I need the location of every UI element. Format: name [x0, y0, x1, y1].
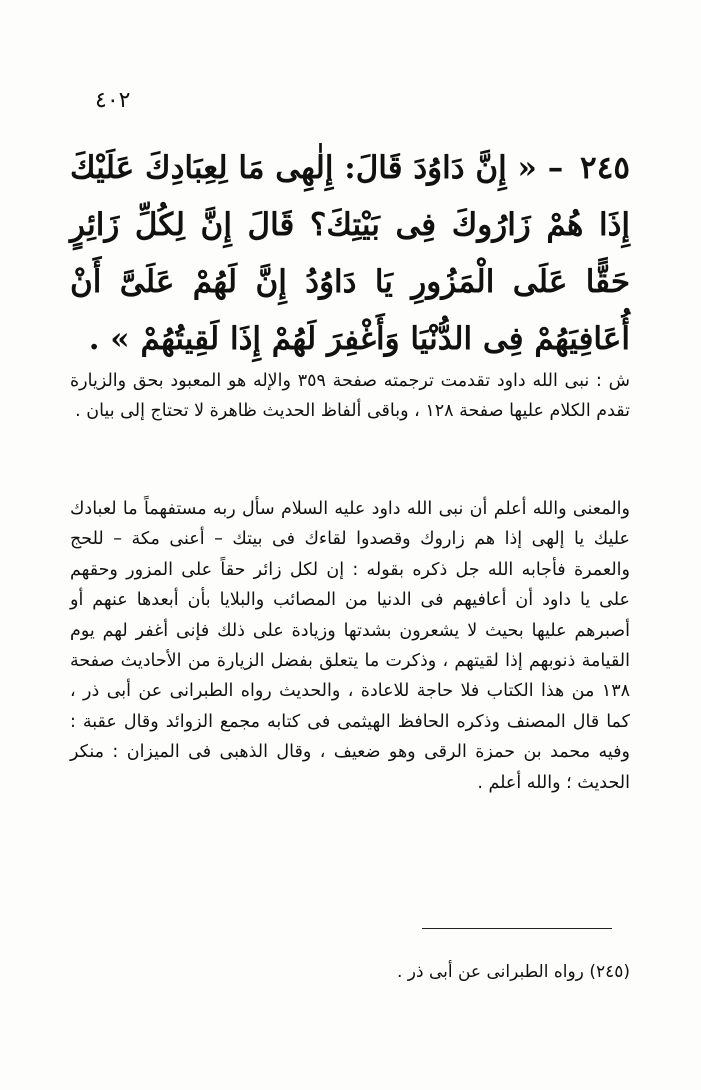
- hadith-text-block: [70, 140, 630, 368]
- footnote-divider: [422, 928, 612, 929]
- footnote: [70, 958, 630, 986]
- page-number: ٤٠٢: [95, 88, 131, 113]
- hadith-number: ٢٤٥: [580, 150, 630, 186]
- hadith-text: – « إِنَّ دَاوُدَ قَالَ: إِلٰهِى مَا لِعِبَادِكَ عَلَيْكَ إِذَا هُمْ زَارُوكَ فِى بَيْتِكَ؟ قَالَ إِنَّ لِكُلِّ زَائِرٍ حَقًّا عَلَى الْمَزُورِ يَا دَاوُدُ إِنَّ لَهُمْ عَلَىَّ أَنْ أُعَافِيَهُمْ فِى الدُّنْيَا وَأَغْفِرَ لَهُمْ إِذَا لَقِيتُهُمْ » .: [70, 150, 630, 357]
- commentary-paragraph: ش : نبى الله داود تقدمت ترجمته صفحة ٣٥٩ والإله هو المعبود بحق والزيارة تقدم الكلام عليها صفحة ١٢٨ ، وباقى ألفاظ الحديث ظاهرة لا تحتاج إلى بيان .: [70, 371, 631, 421]
- footnote-text: رواه الطبرانى عن أبى ذر .: [396, 962, 584, 982]
- footnote-number: (٢٤٥): [589, 962, 630, 982]
- meaning-paragraph: والمعنى والله أعلم أن نبى الله داود عليه السلام سأل ربه مستفهماً ما لعبادك عليك يا إلهى إذا هم زاروك وقصدوا لقاءك فى بيتك – أعنى مكة – للحج والعمرة فأجابه الله جل ذكره بقوله : إن لكل زائر حقاً على المزور وحقهم على يا داود أن أعافيهم فى الدنيا من المصائب والبلايا بأن أبعدها عنهم أو أصبرهم عليها بحيث لا يشعرون بشدتها وزيادة على ذلك فإنى أغفر لهم يوم القيامة ذنوبهم إذا لقيتهم ، وذكرت ما يتعلق بفضل الزيارة من الأحاديث صفحة ١٣٨ من هذا الكتاب فلا حاجة للاعادة ، والحديث رواه الطبرانى عن أبى ذر ، كما قال المصنف وذكره الحافظ الهيثمى فى كتابه مجمع الزوائد وقال عقبة : وفيه محمد بن حمزة الرقى وهو ضعيف ، وقال الذهبى فى الميزان : منكر الحديث ؛ والله أعلم .: [70, 499, 630, 793]
